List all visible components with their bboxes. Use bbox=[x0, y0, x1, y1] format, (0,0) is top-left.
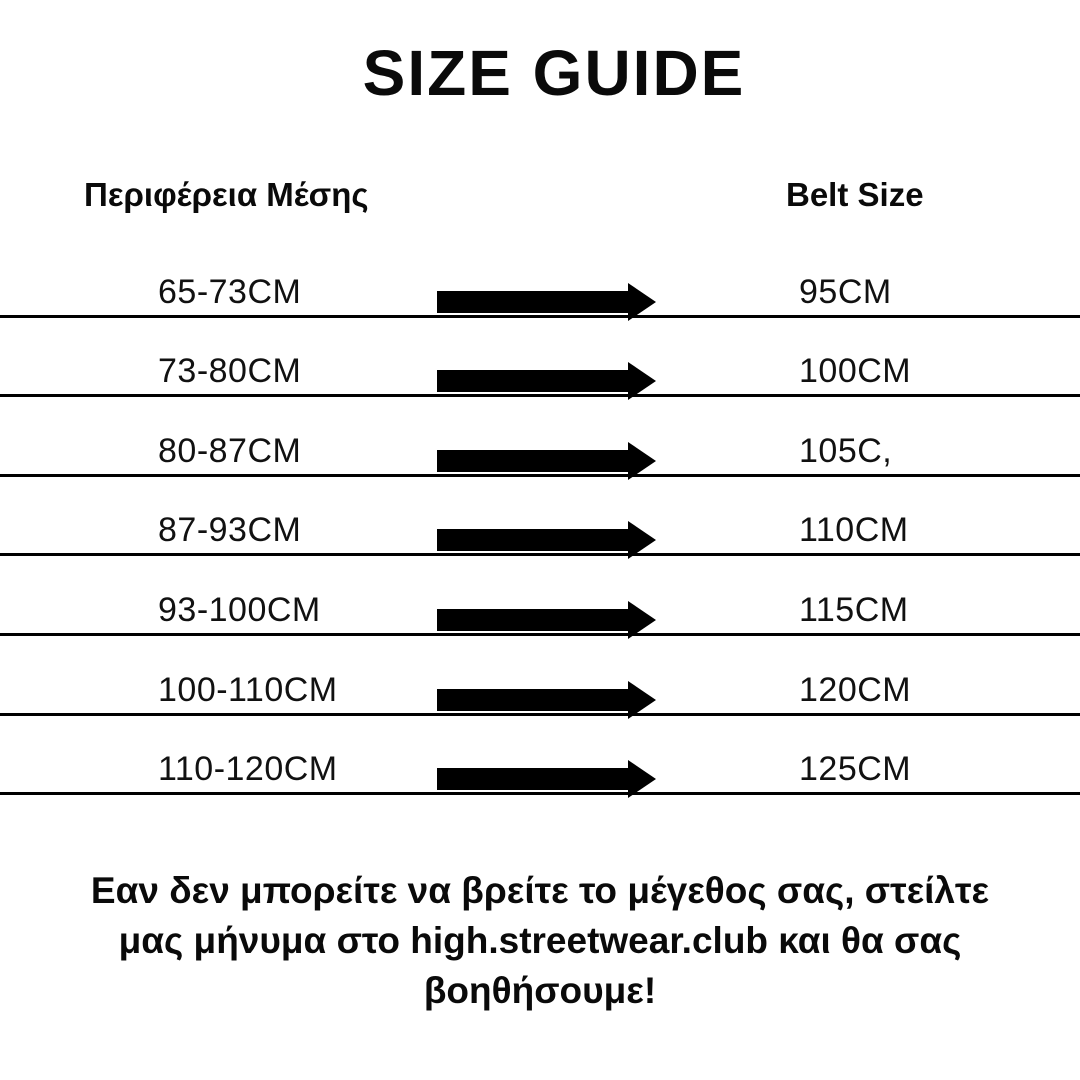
waist-value: 110-120CM bbox=[158, 750, 338, 789]
arrow-right-icon bbox=[437, 521, 656, 559]
table-row bbox=[0, 636, 1080, 716]
belt-value: 105C, bbox=[799, 431, 893, 470]
footer-line-3: βοηθήσουμε! bbox=[423, 970, 657, 1011]
arrow-head bbox=[628, 601, 656, 639]
arrow-shaft bbox=[437, 609, 628, 631]
arrow-head bbox=[628, 521, 656, 559]
footer-line-1: Εαν δεν μπορείτε να βρείτε το μέγεθος σας, στείλτε bbox=[90, 870, 990, 911]
arrow-head bbox=[628, 362, 656, 400]
waist-value: 65-73CM bbox=[158, 272, 302, 311]
waist-value: 93-100CM bbox=[158, 590, 321, 629]
table-row bbox=[0, 238, 1080, 318]
table-row bbox=[0, 716, 1080, 796]
arrow-right-icon bbox=[437, 601, 656, 639]
belt-value: 120CM bbox=[799, 670, 912, 709]
arrow-shaft bbox=[437, 291, 628, 313]
waist-value: 80-87CM bbox=[158, 431, 302, 470]
arrow-shaft bbox=[437, 768, 628, 790]
footer-line-2: μας μήνυμα στο high.streetwear.club και θα σας bbox=[118, 920, 962, 961]
belt-value: 100CM bbox=[799, 352, 912, 391]
footer-note bbox=[0, 866, 1080, 1016]
arrow-right-icon bbox=[437, 760, 656, 798]
arrow-shaft bbox=[437, 689, 628, 711]
waist-column-header: Περιφέρεια Μέσης bbox=[84, 176, 369, 213]
arrow-right-icon bbox=[437, 362, 656, 400]
arrow-head bbox=[628, 442, 656, 480]
size-table bbox=[0, 238, 1080, 795]
table-row bbox=[0, 556, 1080, 636]
arrow-shaft bbox=[437, 450, 628, 472]
table-row bbox=[0, 318, 1080, 398]
table-row bbox=[0, 397, 1080, 477]
waist-value: 73-80CM bbox=[158, 352, 302, 391]
table-row bbox=[0, 477, 1080, 557]
arrow-right-icon bbox=[437, 442, 656, 480]
belt-value: 125CM bbox=[799, 750, 912, 789]
belt-value: 115CM bbox=[799, 590, 909, 629]
arrow-head bbox=[628, 283, 656, 321]
arrow-right-icon bbox=[437, 283, 656, 321]
arrow-head bbox=[628, 681, 656, 719]
page-title: SIZE GUIDE bbox=[362, 37, 746, 109]
waist-value: 87-93CM bbox=[158, 511, 302, 550]
arrow-shaft bbox=[437, 529, 628, 551]
waist-value: 100-110CM bbox=[158, 670, 338, 709]
arrow-right-icon bbox=[437, 681, 656, 719]
belt-value: 110CM bbox=[799, 511, 909, 550]
belt-column-header: Belt Size bbox=[786, 176, 924, 213]
arrow-head bbox=[628, 760, 656, 798]
belt-value: 95CM bbox=[799, 272, 892, 311]
arrow-shaft bbox=[437, 370, 628, 392]
